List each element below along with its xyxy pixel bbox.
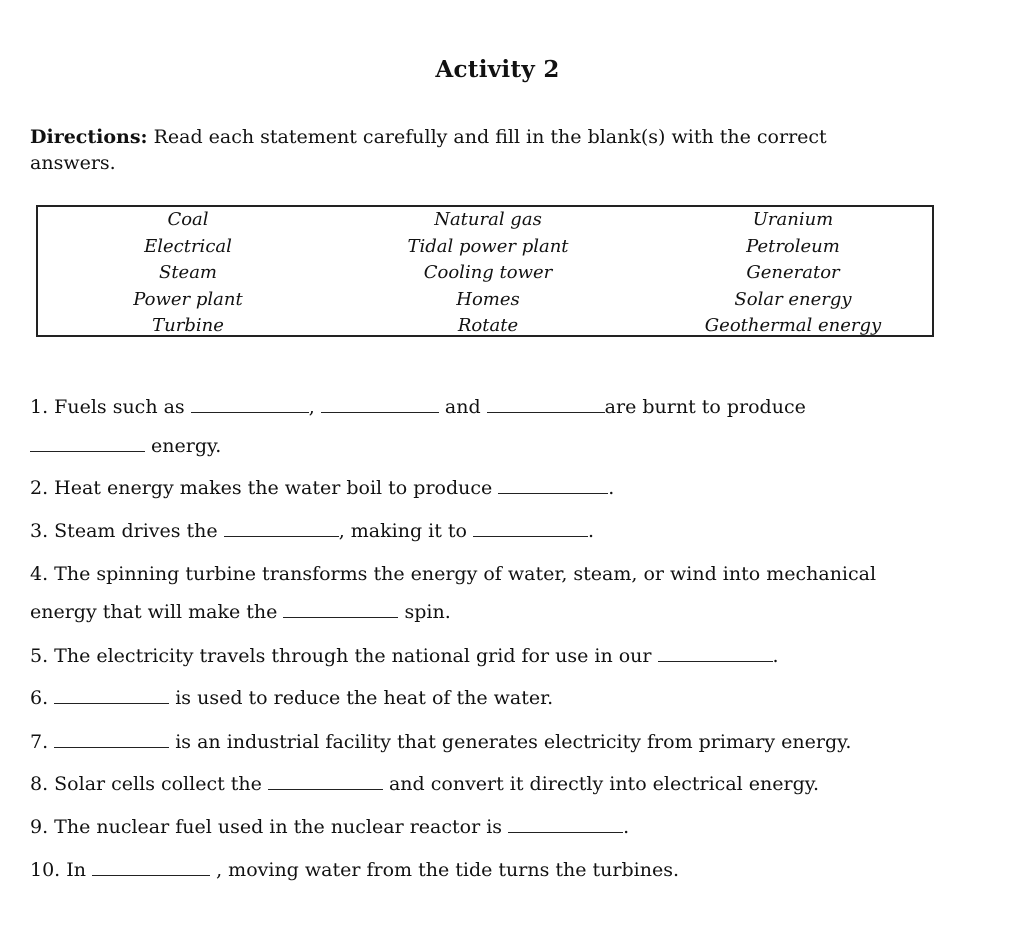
question-text: . xyxy=(608,477,615,499)
question-text: is an industrial facility that generates electricity from primary energy. xyxy=(175,731,852,753)
answer-blank[interactable] xyxy=(321,411,439,413)
answer-blank[interactable] xyxy=(508,831,623,833)
question-text: 9. The nuclear fuel used in the nuclear reactor is xyxy=(30,816,503,838)
word-bank-item: Coal xyxy=(167,209,209,230)
question-text: . xyxy=(588,520,595,542)
question-text: 10. In xyxy=(30,859,86,881)
question-10 xyxy=(30,859,679,881)
question-7 xyxy=(30,731,851,753)
word-bank-column-1 xyxy=(98,207,278,340)
word-bank-item: Petroleum xyxy=(746,235,840,257)
answer-blank[interactable] xyxy=(30,450,145,452)
word-bank xyxy=(36,205,934,337)
answer-blank[interactable] xyxy=(54,702,169,704)
question-9 xyxy=(30,816,629,838)
word-bank-item: Electrical xyxy=(144,235,232,257)
question-text: 3. Steam drives the xyxy=(30,520,218,542)
directions-text: Read each statement carefully and fill in the blank(s) with the correct answers. xyxy=(30,126,827,174)
question-text: are burnt to produce xyxy=(604,396,806,418)
word-bank-item: Solar energy xyxy=(734,288,852,310)
question-text: and xyxy=(444,396,481,418)
word-bank-item: Steam xyxy=(158,262,218,283)
directions xyxy=(30,124,910,176)
question-text: , xyxy=(308,396,315,418)
word-bank-item: Cooling tower xyxy=(423,262,553,283)
answer-blank[interactable] xyxy=(268,788,383,790)
word-bank-item: Geothermal energy xyxy=(704,315,882,336)
question-text: , moving water from the tide turns the turbines. xyxy=(216,859,679,881)
question-text: 7. xyxy=(30,731,49,753)
word-bank-item: Rotate xyxy=(457,315,519,336)
word-bank-item: Power plant xyxy=(133,288,243,310)
word-bank-item: Tidal power plant xyxy=(407,235,569,257)
word-bank-item: Uranium xyxy=(752,209,834,230)
question-1 xyxy=(30,396,806,418)
question-text: energy that will make the xyxy=(30,601,278,623)
answer-blank[interactable] xyxy=(473,535,588,537)
question-text: spin. xyxy=(404,601,451,623)
question-4-continued xyxy=(30,601,451,623)
answer-blank[interactable] xyxy=(487,411,605,413)
question-8 xyxy=(30,773,819,795)
answer-blank[interactable] xyxy=(224,535,339,537)
question-6 xyxy=(30,687,553,709)
question-1-continued xyxy=(30,435,221,457)
answer-blank[interactable] xyxy=(54,746,169,748)
answer-blank[interactable] xyxy=(92,874,210,876)
question-text: 2. Heat energy makes the water boil to produce xyxy=(30,477,493,499)
question-2 xyxy=(30,477,614,499)
question-text: 5. The electricity travels through the national grid for use in our xyxy=(30,645,652,667)
question-text: 8. Solar cells collect the xyxy=(30,773,262,795)
answer-blank[interactable] xyxy=(498,492,608,494)
question-text: 4. The spinning turbine transforms the energy of water, steam, or wind into mechanical xyxy=(30,563,877,585)
word-bank-item: Homes xyxy=(456,288,520,310)
directions-label: Directions: xyxy=(30,126,148,148)
question-3 xyxy=(30,520,594,542)
answer-blank[interactable] xyxy=(191,411,309,413)
question-4 xyxy=(30,563,876,585)
word-bank-column-3 xyxy=(678,207,908,340)
page-title: Activity 2 xyxy=(435,56,560,83)
question-text: is used to reduce the heat of the water. xyxy=(175,687,554,709)
question-text: , making it to xyxy=(338,520,467,542)
word-bank-item: Generator xyxy=(746,262,840,283)
word-bank-item: Natural gas xyxy=(434,209,542,230)
question-text: . xyxy=(623,816,630,838)
question-text: energy. xyxy=(151,435,222,457)
question-text: 6. xyxy=(30,687,49,709)
question-5 xyxy=(30,645,779,667)
answer-blank[interactable] xyxy=(283,616,398,618)
word-bank-column-2 xyxy=(368,207,608,340)
question-text: and convert it directly into electrical energy. xyxy=(388,773,819,795)
question-text: . xyxy=(772,645,779,667)
question-text: 1. Fuels such as xyxy=(30,396,185,418)
word-bank-item: Turbine xyxy=(152,315,224,336)
answer-blank[interactable] xyxy=(658,660,773,662)
